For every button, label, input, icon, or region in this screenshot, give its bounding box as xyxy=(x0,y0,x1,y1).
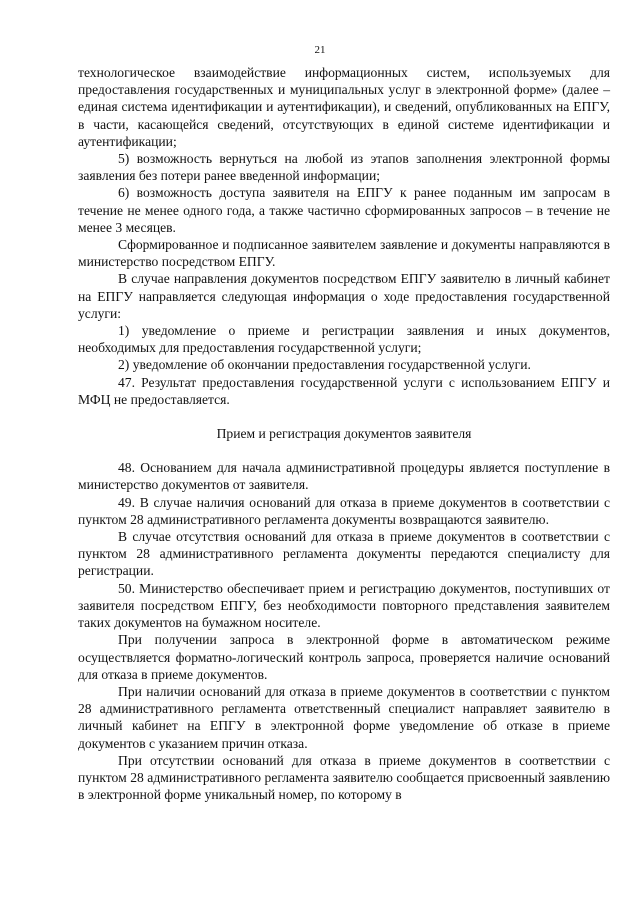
paragraph: 1) уведомление о приеме и регистрации заявления и иных документов, необходимых для предоставления государственной услуги; xyxy=(78,323,610,356)
paragraph: 50. Министерство обеспечивает прием и регистрацию документов, поступивших от заявителя посредством ЕПГУ, без необходимости повторного представления заявителем таких документов на бумажном носителе. xyxy=(78,580,610,631)
page-content xyxy=(78,64,610,803)
section-heading: Прием и регистрация документов заявителя xyxy=(216,426,472,442)
paragraph: 47. Результат предоставления государственной услуги с использованием ЕПГУ и МФЦ не предоставляется. xyxy=(78,374,610,407)
paragraph: В случае отсутствия оснований для отказа в приеме документов в соответствии с пунктом 28 административного регламента документы передаются специалисту для регистрации. xyxy=(78,529,610,579)
paragraph: 48. Основанием для начала административной процедуры является поступление в министерство документов от заявителя. xyxy=(78,460,610,493)
paragraph: технологическое взаимодействие информационных систем, используемых для предоставления государственных и муниципальных услуг в электронной форме» (далее – единая система идентификации и аутентификации), и сведений, опубликованных на ЕПГУ, в части, касающейся сведений, отсутствующих в единой системе идентификации и аутентификации; xyxy=(78,65,610,149)
paragraph: В случае направления документов посредством ЕПГУ заявителю в личный кабинет на ЕПГУ направляется следующая информация о ходе предоставления государственной услуги: xyxy=(78,271,610,321)
page-number: 21 xyxy=(314,44,326,56)
paragraph: При получении запроса в электронной форме в автоматическом режиме осуществляется форматно-логический контроль запроса, проверяется наличие оснований для отказа в приеме документов. xyxy=(78,632,610,682)
paragraph: При наличии оснований для отказа в приеме документов в соответствии с пунктом 28 административного регламента ответственный специалист направляет заявителю в личный кабинет на ЕПГУ в электронной форме уведомление об отказе в приеме документов с указанием причин отказа. xyxy=(78,683,610,751)
paragraph: 6) возможность доступа заявителя на ЕПГУ к ранее поданным им запросам в течение не менее одного года, а также частично сформированных запросов – в течение не менее 3 месяцев. xyxy=(78,185,610,235)
paragraph: Сформированное и подписанное заявителем заявление и документы направляются в министерство посредством ЕПГУ. xyxy=(78,237,610,270)
paragraph: 49. В случае наличия оснований для отказа в приеме документов в соответствии с пунктом 28 административного регламента документы возвращаются заявителю. xyxy=(78,494,610,527)
paragraph: 2) уведомление об окончании предоставления государственной услуги. xyxy=(118,357,531,373)
paragraph: 5) возможность вернуться на любой из этапов заполнения электронной формы заявления без потери ранее введенной информации; xyxy=(78,151,610,184)
paragraph: При отсутствии оснований для отказа в приеме документов в соответствии с пунктом 28 административного регламента заявителю сообщается присвоенный заявлению в электронной форме уникальный номер, по которому в xyxy=(78,752,610,803)
